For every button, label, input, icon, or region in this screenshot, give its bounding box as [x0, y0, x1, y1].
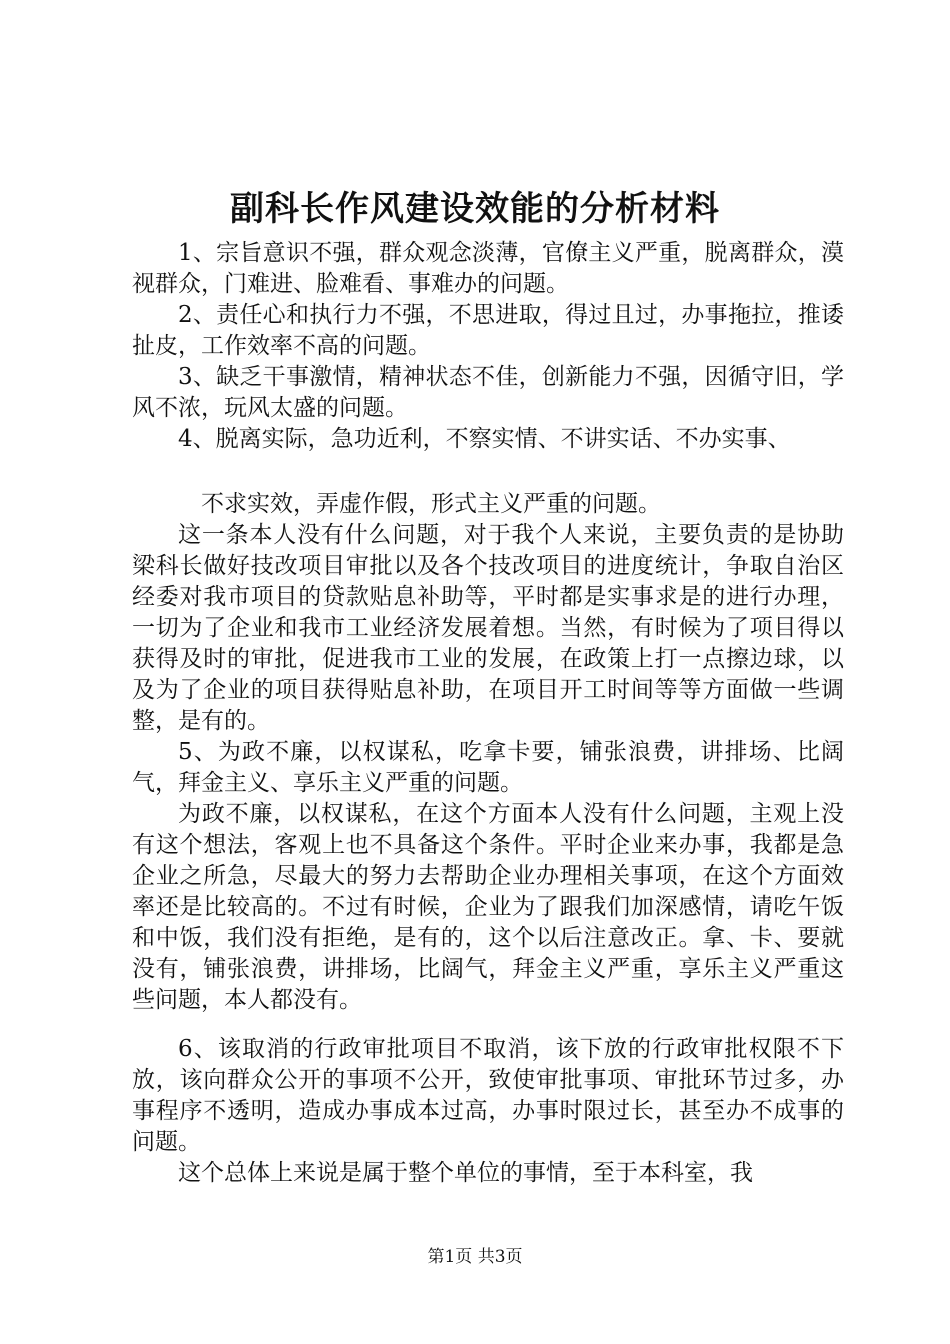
paragraph-item-4-continued: 不求实效，弄虚作假，形式主义严重的问题。	[201, 491, 661, 517]
document-title: 副科长作风建设效能的分析材料	[230, 189, 720, 229]
paragraph-item-6: 6、该取消的行政审批项目不取消，该下放的行政审批权限不下放，该向群众公开的事项不公开，致使审批事项、审批环节过多，办事程序不透明，造成办事成本过高，办事时限过长，甚至办不成事的问题。	[132, 1036, 844, 1155]
paragraph-response-4: 这一条本人没有什么问题，对于我个人来说，主要负责的是协助梁科长做好技改项目审批以及各个技改项目的进度统计，争取自治区经委对我市项目的贷款贴息补助等，平时都是实事求是的进行办理，一切为了企业和我市工业经济发展着想。当然，有时候为了项目得以获得及时的审批，促进我市工业的发展，在政策上打一点擦边球，以及为了企业的项目获得贴息补助，在项目开工时间等等方面做一些调整，是有的。	[132, 522, 844, 734]
paragraph-item-3: 3、缺乏干事激情，精神状态不佳，创新能力不强，因循守旧，学风不浓，玩风太盛的问题。	[132, 364, 844, 421]
document-body	[132, 238, 844, 1189]
paragraph-item-2: 2、责任心和执行力不强，不思进取，得过且过，办事拖拉，推诿扯皮，工作效率不高的问题。	[132, 302, 844, 359]
paragraph-response-5: 为政不廉，以权谋私，在这个方面本人没有什么问题，主观上没有这个想法，客观上也不具备这个条件。平时企业来办事，我都是急企业之所急，尽最大的努力去帮助企业办理相关事项，在这个方面效率还是比较高的。不过有时候，企业为了跟我们加深感情，请吃午饭和中饭，我们没有拒绝，是有的，这个以后注意改正。拿、卡、要就没有，铺张浪费，讲排场，比阔气，拜金主义严重，享乐主义严重这些问题，本人都没有。	[132, 801, 844, 1013]
page-footer: 第1页 共3页	[427, 1247, 523, 1267]
paragraph-response-6: 这个总体上来说是属于整个单位的事情，至于本科室，我	[178, 1160, 753, 1186]
paragraph-item-5: 5、为政不廉，以权谋私，吃拿卡要，铺张浪费，讲排场、比阔气，拜金主义、享乐主义严重的问题。	[132, 739, 844, 796]
paragraph-item-4: 4、脱离实际，急功近利，不察实情、不讲实话、不办实事、	[178, 426, 791, 452]
paragraph-item-1: 1、宗旨意识不强，群众观念淡薄，官僚主义严重，脱离群众，漠视群众，门难进、脸难看、事难办的问题。	[132, 240, 844, 297]
